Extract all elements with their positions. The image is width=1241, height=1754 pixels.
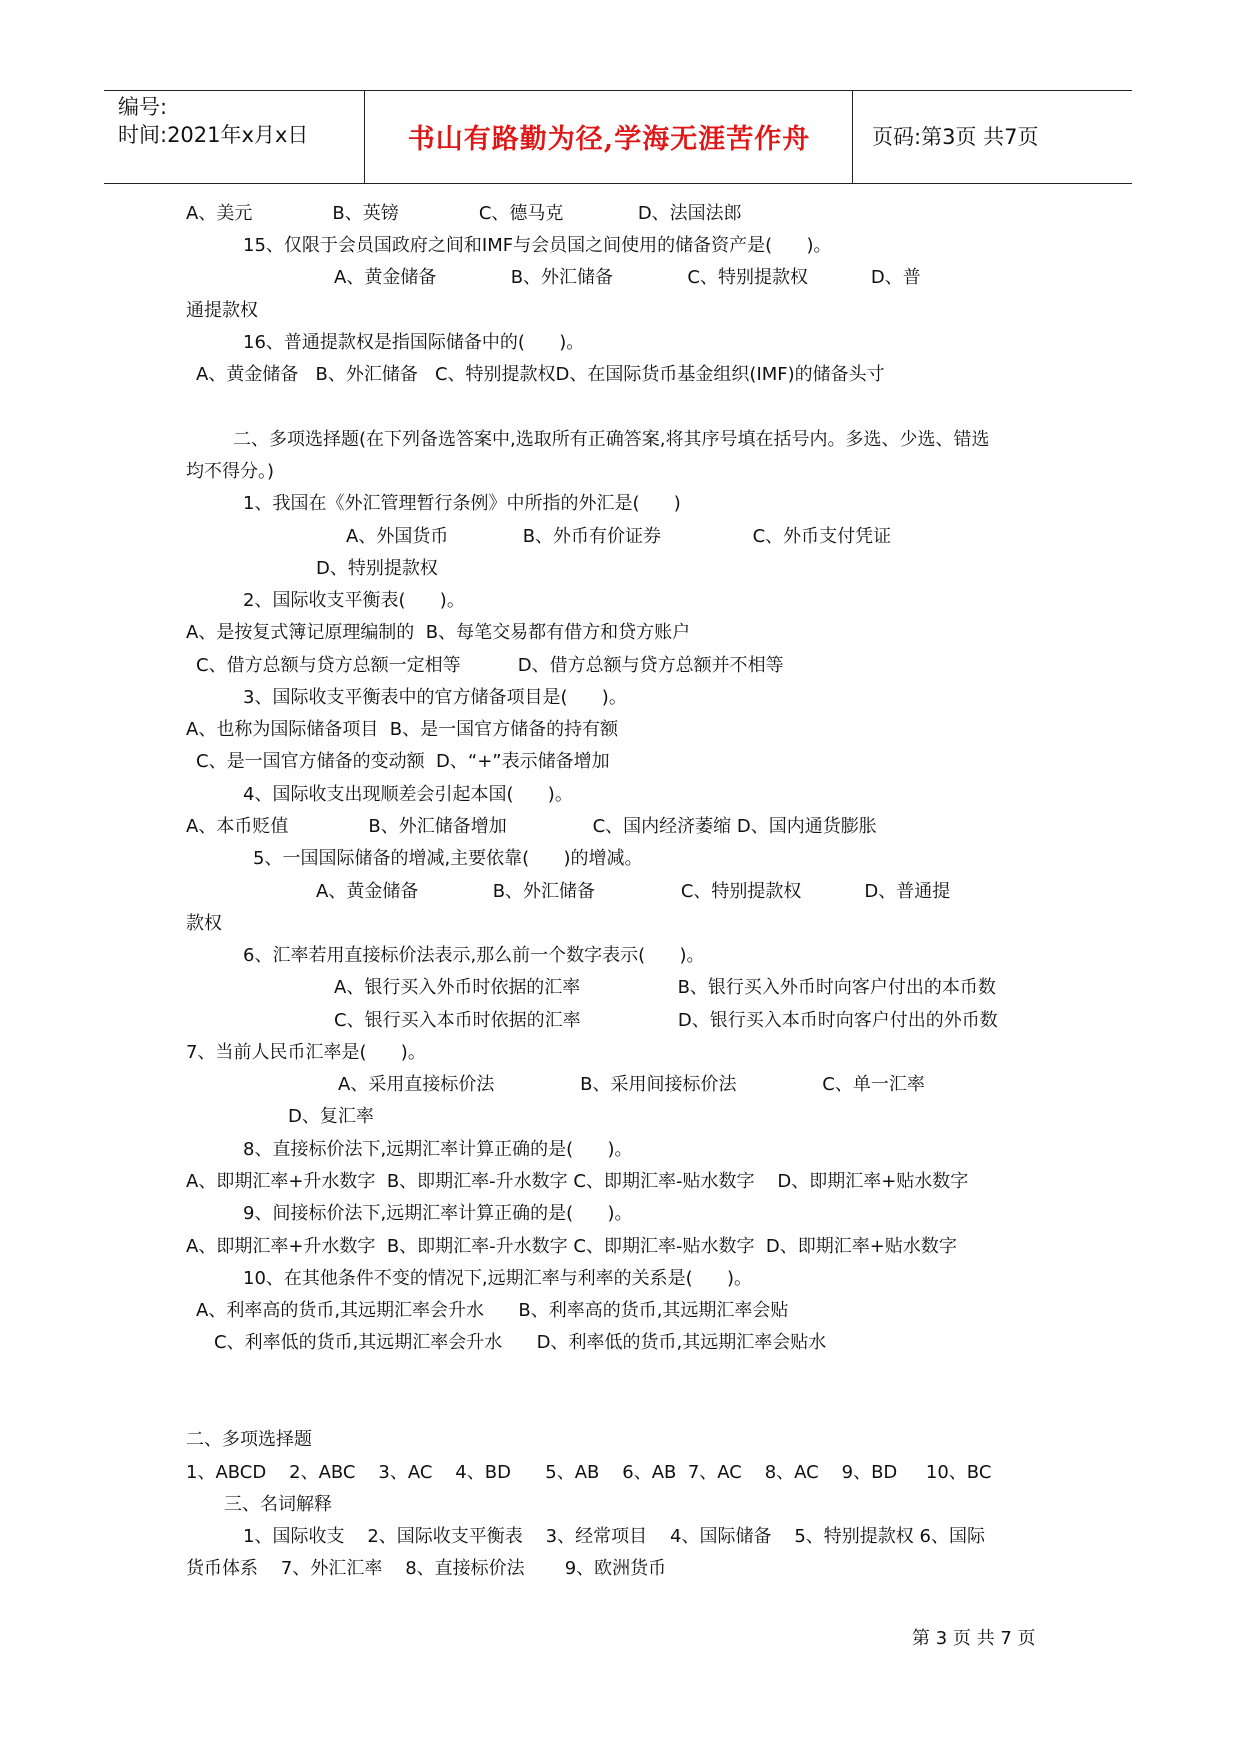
text-line: A、黄金储备 B、外汇储备 C、特别提款权D、在国际货币基金组织(IMF)的储备头寸 bbox=[196, 364, 885, 385]
text-line: 通提款权 bbox=[186, 300, 258, 321]
text-line: 款权 bbox=[186, 913, 222, 934]
text-line: 二、多项选择题 bbox=[186, 1429, 312, 1450]
page-label: 页码:第3页 共7页 bbox=[872, 125, 1039, 149]
text-line: 8、直接标价法下,远期汇率计算正确的是( )。 bbox=[243, 1139, 633, 1160]
text-line: 15、仅限于会员国政府之间和IMF与会员国之间使用的储备资产是( )。 bbox=[243, 235, 832, 256]
motto: 书山有路勤为径,学海无涯苦作舟 bbox=[407, 124, 811, 155]
number-label: 编号: bbox=[118, 95, 168, 119]
text-line: A、利率高的货币,其远期汇率会升水 B、利率高的货币,其远期汇率会贴 bbox=[196, 1300, 789, 1321]
text-line: 3、国际收支平衡表中的官方储备项目是( )。 bbox=[243, 687, 627, 708]
text-line: C、利率低的货币,其远期汇率会升水 D、利率低的货币,其远期汇率会贴水 bbox=[214, 1332, 827, 1353]
text-line: A、黄金储备 B、外汇储备 C、特别提款权 D、普 bbox=[334, 267, 921, 288]
header-divider bbox=[364, 91, 365, 183]
text-line: 1、我国在《外汇管理暂行条例》中所指的外汇是( ) bbox=[243, 493, 681, 514]
text-line: A、是按复式簿记原理编制的 B、每笔交易都有借方和贷方账户 bbox=[186, 622, 691, 643]
text-line: 10、在其他条件不变的情况下,远期汇率与利率的关系是( )。 bbox=[243, 1268, 752, 1289]
text-line: 16、普通提款权是指国际储备中的( )。 bbox=[243, 332, 585, 353]
text-line: 9、间接标价法下,远期汇率计算正确的是( )。 bbox=[243, 1203, 633, 1224]
text-line: A、外国货币 B、外币有价证券 C、外币支付凭证 bbox=[346, 526, 892, 547]
text-line: A、也称为国际储备项目 B、是一国官方储备的持有额 bbox=[186, 719, 619, 740]
text-line: 1、国际收支 2、国际收支平衡表 3、经常项目 4、国际储备 5、特别提款权 6、国际 bbox=[243, 1526, 985, 1547]
text-line: 7、当前人民币汇率是( )。 bbox=[186, 1042, 426, 1063]
text-line: C、是一国官方储备的变动额 D、“+”表示储备增加 bbox=[196, 751, 610, 772]
text-line: A、采用直接标价法 B、采用间接标价法 C、单一汇率 bbox=[338, 1074, 925, 1095]
text-line: 2、国际收支平衡表( )。 bbox=[243, 590, 465, 611]
text-line: D、特别提款权 bbox=[316, 558, 438, 579]
text-line: A、银行买入外币时依据的汇率 B、银行买入外币时向客户付出的本币数 bbox=[334, 977, 996, 998]
text-line: 5、一国国际储备的增减,主要依靠( )的增减。 bbox=[253, 848, 643, 869]
page-footer: 第 3 页 共 7 页 bbox=[912, 1628, 1036, 1649]
text-line: 1、ABCD 2、ABC 3、AC 4、BD 5、AB 6、AB 7、AC 8、AC 9、BD 10、BC bbox=[186, 1462, 992, 1483]
time-label: 时间:2021年x月x日 bbox=[118, 123, 309, 147]
text-line: 三、名词解释 bbox=[224, 1494, 332, 1515]
text-line: A、黄金储备 B、外汇储备 C、特别提款权 D、普通提 bbox=[316, 881, 951, 902]
text-line: C、借方总额与贷方总额一定相等 D、借方总额与贷方总额并不相等 bbox=[196, 655, 784, 676]
page-header bbox=[104, 90, 1132, 184]
text-line: A、本币贬值 B、外汇储备增加 C、国内经济萎缩 D、国内通货膨胀 bbox=[186, 816, 877, 837]
header-divider bbox=[852, 91, 853, 183]
text-line: 均不得分。) bbox=[186, 461, 275, 482]
text-line: 6、汇率若用直接标价法表示,那么前一个数字表示( )。 bbox=[243, 945, 705, 966]
text-line: 货币体系 7、外汇汇率 8、直接标价法 9、欧洲货币 bbox=[186, 1558, 667, 1579]
text-line: A、即期汇率+升水数字 B、即期汇率-升水数字 C、即期汇率-贴水数字 D、即期汇率+贴水数字 bbox=[186, 1236, 957, 1257]
text-line: 二、多项选择题(在下列备选答案中,选取所有正确答案,将其序号填在括号内。多选、少选、错选 bbox=[233, 429, 990, 450]
text-line: 4、国际收支出现顺差会引起本国( )。 bbox=[243, 784, 573, 805]
text-line: C、银行买入本币时依据的汇率 D、银行买入本币时向客户付出的外币数 bbox=[334, 1010, 998, 1031]
text-line: D、复汇率 bbox=[288, 1106, 374, 1127]
header-meta bbox=[118, 93, 308, 149]
text-line: A、美元 B、英镑 C、德马克 D、法国法郎 bbox=[186, 203, 742, 224]
text-line: A、即期汇率+升水数字 B、即期汇率-升水数字 C、即期汇率-贴水数字 D、即期汇率+贴水数字 bbox=[186, 1171, 969, 1192]
